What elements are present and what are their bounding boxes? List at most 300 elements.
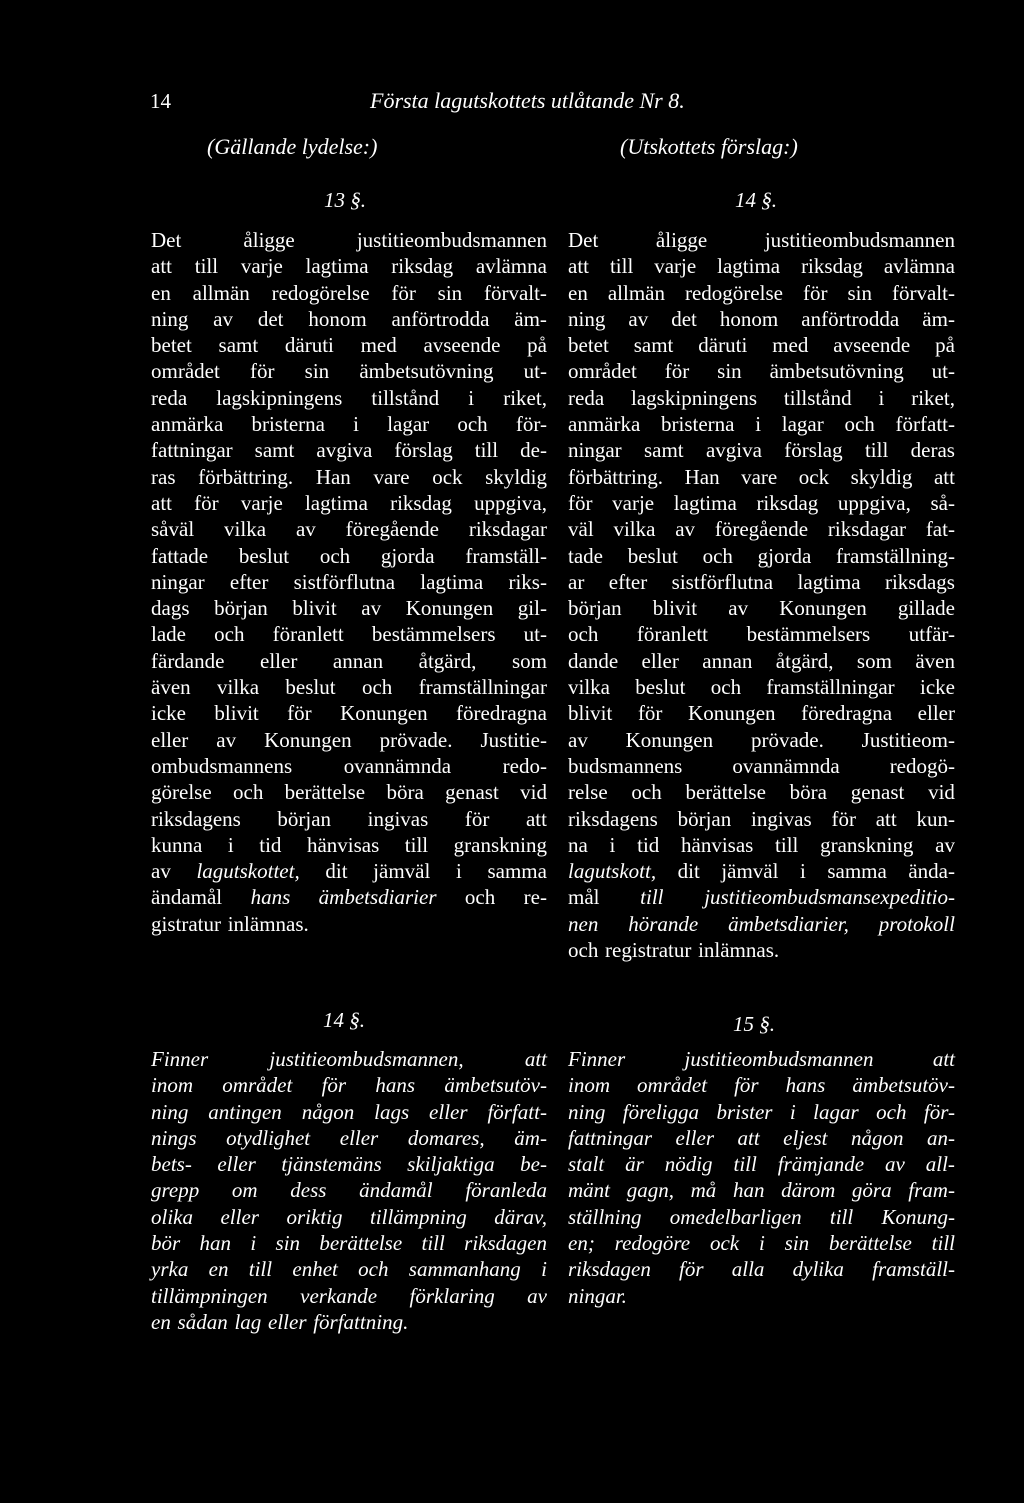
text-line [151,621,547,647]
word: för [802,280,828,305]
word: ock [432,464,463,489]
word: föregående [714,517,809,542]
text-line [151,385,547,411]
word: eller [429,1099,468,1124]
word: sin [717,359,742,384]
text-line [568,1230,955,1256]
word: Konungen [264,727,352,752]
word: prövade. [379,727,453,752]
word: gillade [897,596,955,621]
text-line [568,648,955,674]
word: Han [684,464,720,489]
word: förbättring. [198,464,294,489]
text-line [568,621,955,647]
text-line [151,1072,547,1098]
word: äm- [514,1125,547,1150]
word: ämbetsdiarier [318,885,437,910]
word: blivit [652,596,698,621]
word: lagar [387,412,430,437]
word: bestämmelsers [371,622,496,647]
word: för [194,490,219,515]
word: även [915,648,955,673]
word: blivit [214,701,259,726]
text-line [568,569,955,595]
text-line [151,411,547,437]
word: att [737,1125,760,1150]
word: ombudsmannens [151,753,293,778]
text-line [568,832,955,858]
text-line [568,806,955,832]
text-line [568,674,955,700]
word: lagskipningens [631,385,758,410]
word: Det [568,228,599,252]
word: i [468,385,475,410]
text-line [151,1046,547,1072]
word: justitieombudsmannen, [269,1047,464,1071]
word: justitieombudsmansexpeditio- [704,885,955,910]
word: i [250,1231,257,1256]
word: sin [437,280,463,305]
word: eller [675,1125,714,1150]
word: ut- [523,359,547,384]
word: vilka [613,517,656,542]
text-line [568,280,955,306]
word: efter [229,569,269,594]
word: inom [151,1073,193,1098]
word: och [464,885,496,910]
word: av [728,596,749,621]
word: hänvisas [306,832,380,857]
word: Konungen [625,727,714,752]
word: däruti [698,333,748,358]
word: och [568,938,599,963]
word: inlämnas. [698,938,780,963]
word: av [361,596,382,621]
word: till [609,254,634,279]
word: på [935,333,955,358]
word: an- [927,1125,955,1150]
word: ningar [151,569,205,594]
word: betet [151,333,192,358]
word: bör [151,1231,181,1256]
running-title: Första lagutskottets utlåtande Nr 8. [370,88,685,113]
section-15-right-number: 15 §. [733,1012,775,1036]
word: lagtima [420,569,484,594]
word: annan [702,648,753,673]
word: allmän [607,280,665,305]
word: området [222,1073,293,1098]
word: en [151,1309,171,1334]
word: författ- [895,412,955,437]
text-line [151,516,547,542]
word: till [404,832,429,857]
text-line [151,437,547,463]
text-line [568,1151,955,1177]
word: som [856,648,892,673]
word: anmärka [568,412,641,437]
text-line [151,700,547,726]
text-line [568,1204,955,1230]
word: redogörelse [271,280,370,305]
word: hans [250,885,291,910]
word: och [844,412,875,437]
word: för [664,359,690,384]
word: olika [151,1204,193,1229]
word: samt [218,333,259,358]
word: sin [275,1231,301,1256]
text-line [568,516,955,542]
word: att [524,1047,547,1071]
word: färdande [151,648,225,673]
word: mänt [568,1178,610,1203]
word: att [151,254,172,279]
word: för- [515,412,547,437]
word: det [257,306,284,331]
word: riksdagar [468,517,547,542]
word: att [932,1047,955,1071]
text-line [568,411,955,437]
word: ämbetsutöv- [852,1073,955,1098]
text-line [151,1256,547,1282]
text-line [568,437,955,463]
text-line [568,1177,955,1203]
word: tillstånd [783,385,852,410]
word: beslut [627,543,678,568]
text-line [568,727,955,753]
text-line [568,227,955,253]
word: antingen [208,1099,282,1124]
word: av [628,306,649,331]
word: samma [487,859,547,884]
text-line [568,779,955,805]
word: be- [520,1152,547,1177]
word: anförtrodda [801,306,900,331]
word: vid [928,780,955,805]
word: grepp [151,1178,200,1203]
word: görelse [151,780,212,805]
text-line [568,1256,955,1282]
word: att [933,464,955,489]
word: sammanhang [408,1257,521,1282]
word: na [568,832,588,857]
word: tade [568,543,603,568]
word: redogörelse [684,280,783,305]
word: oriktig [286,1204,343,1229]
text-line [151,1177,547,1203]
word: göra [851,1178,892,1203]
text-line [568,1283,955,1309]
word: till [194,254,219,279]
word: berättelse [829,1231,912,1256]
word: av [216,727,237,752]
word: allmän [192,280,250,305]
word: samt [643,438,684,463]
word: han [732,1178,765,1203]
word: att [151,490,172,515]
word: framställ- [872,1257,955,1282]
word: till [640,885,664,910]
word: sistförflutna [293,569,396,594]
word: början [568,596,622,621]
word: för [568,490,593,515]
text-line [568,858,955,884]
word: riksdag [390,490,452,515]
word: ar [568,569,585,594]
word: samma [827,859,887,884]
word: lagtima [797,569,861,594]
word: äm- [922,306,955,331]
word: beslut [635,675,686,700]
word: däruti [284,333,334,358]
word: ända- [908,859,955,884]
word: lagutskott, [568,859,657,884]
section-14-left-number: 14 §. [323,1008,365,1032]
word: av [675,517,696,542]
word: att [568,254,589,279]
word: prövade. [750,727,824,752]
word: till [864,438,889,463]
word: varje [654,254,697,279]
word: lagar [813,1099,859,1124]
word: granskning [453,832,547,857]
word: gjorda [757,543,812,568]
word: Konungen [779,596,867,621]
word: efter [608,569,648,594]
word: framställning- [836,543,955,568]
word: föredragna [801,701,893,726]
word: tillämpning [369,1204,467,1229]
text-line [568,543,955,569]
word: på [527,333,547,358]
word: förvalt- [483,280,547,305]
word: med [772,333,809,358]
word: bristerna [251,412,325,437]
word: och [876,1099,907,1124]
word: framställ- [465,543,547,568]
text-line [151,832,547,858]
text-line [151,569,547,595]
word: någon [301,1099,355,1124]
word: vilka [568,675,610,700]
word: i [755,412,762,437]
word: han [199,1231,232,1256]
word: inom [568,1073,610,1098]
word: Finner [151,1047,209,1071]
section-13-left-number: 13 §. [324,188,366,212]
word: i [609,832,616,857]
word: må [690,1178,717,1203]
word: registratur [605,938,692,963]
text-line [568,937,955,963]
word: och [358,1257,389,1282]
word: och [710,675,742,700]
text-line [151,674,547,700]
text-line [568,753,955,779]
word: lag [234,1309,262,1334]
word: ning [568,306,606,331]
word: bestämmelsers [746,622,871,647]
word: och [457,412,488,437]
word: en [208,1257,229,1282]
word: tillämpningen [151,1283,268,1308]
word: väl [568,517,594,542]
word: ut- [523,622,547,647]
word: beslut [238,543,290,568]
word: vare [373,464,410,489]
section-2-right-text [568,1046,955,1309]
section-1-left-text [151,227,547,937]
word: riksdagar [827,517,907,542]
word: ning [568,1099,606,1124]
text-line [568,884,955,910]
word: reda [151,385,188,410]
word: ovannämnda [343,753,452,778]
word: och [568,622,599,647]
word: mål [568,885,600,910]
text-line [568,595,955,621]
word: jämväl [721,859,779,884]
word: gil- [517,596,547,621]
word: sin [304,359,330,384]
word: redogö- [889,753,955,778]
word: vid [520,780,547,805]
word: nings [151,1125,197,1150]
text-line [151,464,547,490]
text-line [568,1125,955,1151]
word: re- [523,885,547,910]
word: reda [568,385,605,410]
word: till [474,438,499,463]
text-line [568,911,955,937]
word: blivit [292,596,337,621]
word: föreligga [622,1099,699,1124]
word: för [831,806,856,831]
word: förslag [784,438,843,463]
word: Det [151,228,182,252]
word: dit [325,859,348,884]
word: lagutskottet, [196,859,300,884]
word: det [671,306,697,331]
word: i [878,385,885,410]
word: riksdag [756,490,819,515]
word: ämbetsutövning [359,359,494,384]
word: bets- [151,1152,192,1177]
word: lags [374,1099,410,1124]
word: hans [375,1073,416,1098]
word: ning [151,306,189,331]
word: justitieombudsmannen [356,228,547,252]
text-line [151,1230,547,1256]
word: avgiva [705,438,762,463]
word: all- [925,1152,955,1177]
word: ändamål [359,1178,433,1203]
word: eller [217,1152,256,1177]
word: ämbetsutövning [769,359,904,384]
word: för [734,1073,759,1098]
word: ämbetsutöv- [444,1073,547,1098]
word: lade [151,622,186,647]
word: hörande [628,911,699,936]
word: Konungen [340,701,428,726]
word: eller [268,1309,307,1334]
word: Konungen [405,596,494,621]
word: området [637,1073,708,1098]
word: Justitieom- [861,727,955,752]
text-line [151,332,547,358]
word: vilka [224,517,267,542]
word: om [231,1178,258,1203]
word: så- [930,490,955,515]
word: början [277,806,332,831]
word: ställning [568,1204,642,1229]
word: budsmannens [568,753,683,778]
text-line [151,280,547,306]
word: såväl [151,517,195,542]
word: varje [240,254,283,279]
word: riksdagen [568,1257,651,1282]
word: området [151,359,220,384]
word: Konung- [881,1204,955,1229]
word: lagtima [304,490,368,515]
word: brister [716,1099,773,1124]
text-line [151,1099,547,1125]
word: fattningar [151,438,233,463]
word: och [233,780,264,805]
word: tid [259,832,282,857]
word: att [875,806,897,831]
word: att [525,806,547,831]
word: i [353,412,359,437]
word: utfär- [908,622,955,647]
word: dande [568,648,619,673]
word: skiljaktiga [407,1152,495,1177]
word: föranlett [272,622,344,647]
word: av [568,727,588,752]
word: och [631,780,662,805]
text-line [151,858,547,884]
word: samt [254,438,295,463]
word: någon [851,1125,904,1150]
word: åligge [243,228,295,252]
word: ning [151,1099,189,1124]
word: tid [637,832,660,857]
word: tillstånd [371,385,440,410]
text-line [568,700,955,726]
word: eller [260,648,298,673]
word: av [885,1152,905,1177]
word: böra [386,780,424,805]
word: varje [240,490,283,515]
word: relse [568,780,608,805]
word: dylika [792,1257,844,1282]
word: för [287,701,312,726]
word: enhet [292,1257,338,1282]
word: föranlett [636,622,709,647]
word: deras [910,438,955,463]
word: sådan [177,1309,228,1334]
word: vare [741,464,778,489]
word: avlämna [475,254,547,279]
word: lagskipningens [216,385,343,410]
word: böra [789,780,827,805]
word: uppgiva, [837,490,911,515]
section-1-right-text [568,227,955,963]
word: för [637,701,663,726]
word: i [799,859,806,884]
text-line [151,253,547,279]
text-line [151,753,547,779]
word: Finner [568,1047,626,1071]
